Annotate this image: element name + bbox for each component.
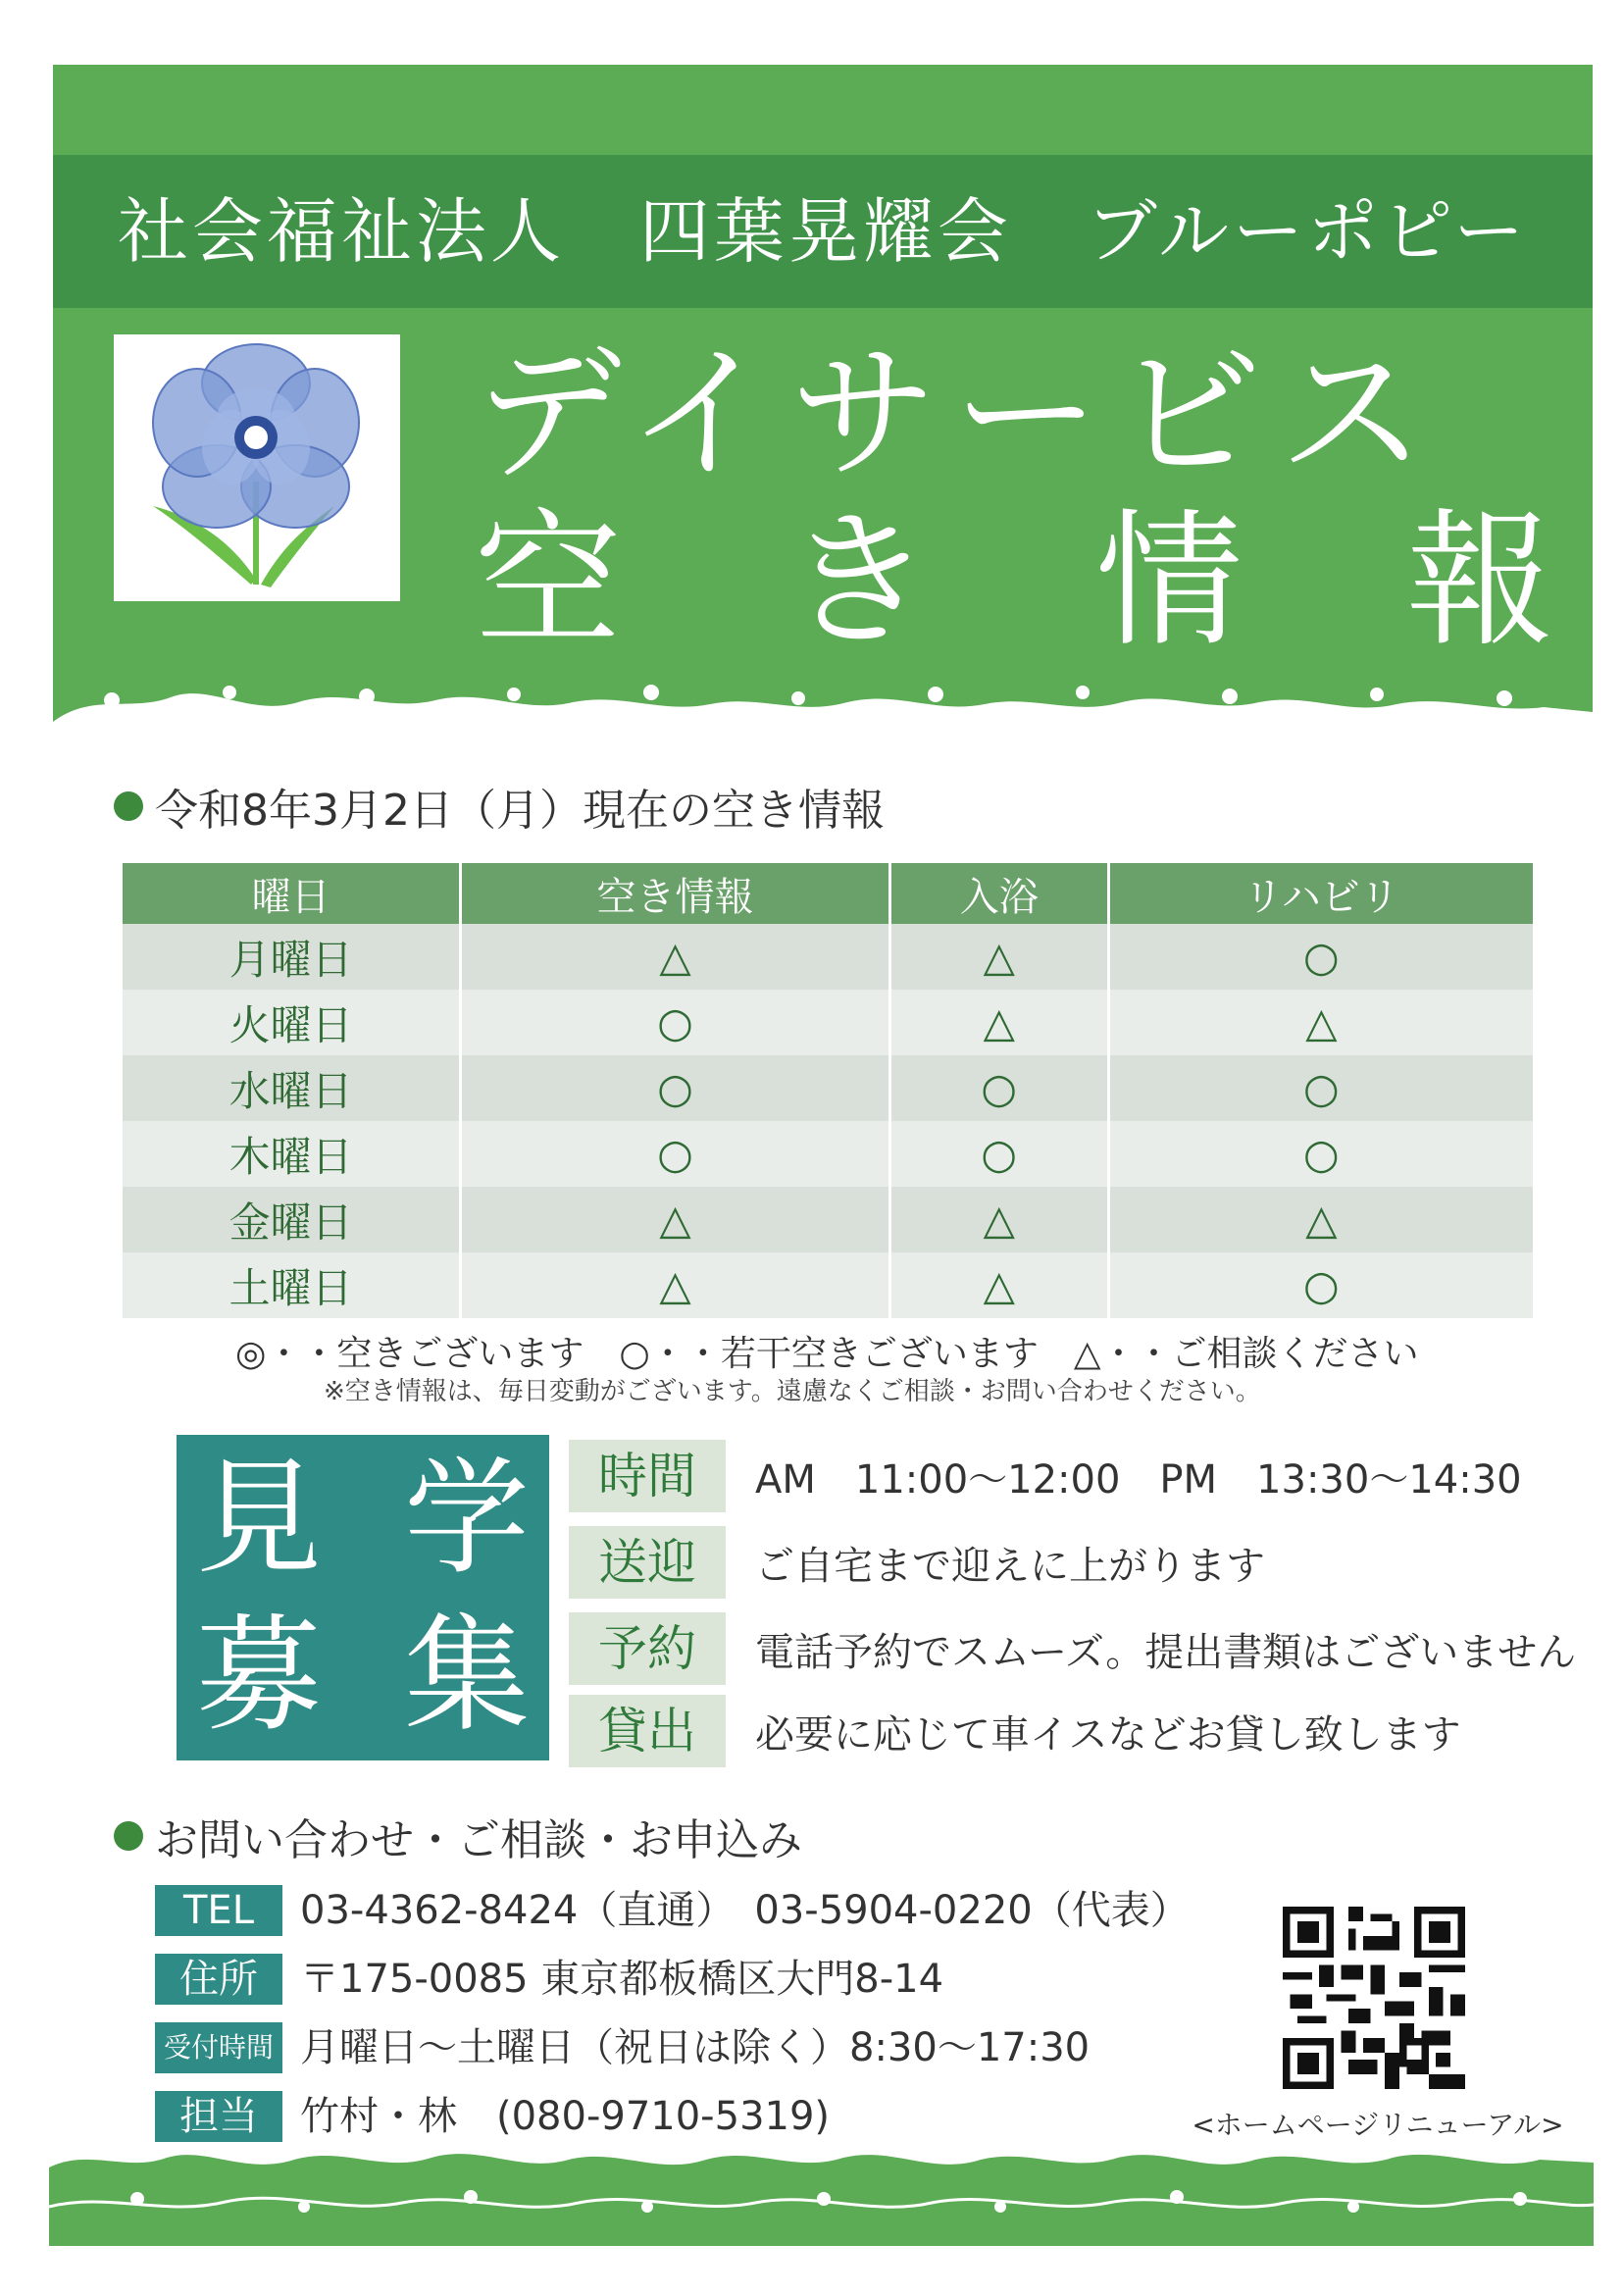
col-header-rehab: リハビリ [1110,863,1533,924]
rehab-cell: ○ [1110,924,1533,990]
table-row [123,990,1533,1055]
bath-cell: △ [891,990,1107,1055]
vacancy-heading [114,775,885,838]
day-cell: 火曜日 [123,990,459,1055]
tour-title-char: 学 [403,1446,530,1592]
day-cell: 金曜日 [123,1187,459,1252]
day-cell: 水曜日 [123,1055,459,1121]
table-row [123,1252,1533,1318]
vacancy-cell: △ [462,1252,888,1318]
legend: ◎・・空きございます ○・・若干空きございます △・・ご相談ください [235,1334,1419,1374]
contact-value-tel[interactable]: 03-4362-8424（直通） 03-5904-0220（代表） [300,1888,1190,1933]
title-char: き [785,496,933,667]
tour-value: 必要に応じて車イスなどお貸し致します [755,1711,1461,1758]
title-char: 空 [475,496,623,667]
poppy-flower-icon [114,334,400,601]
rehab-cell: ○ [1110,1055,1533,1121]
qr-caption: <ホームページリニューアル> [1192,2109,1564,2141]
contact-heading-text: お問い合わせ・ご相談・お申込み [155,1815,802,1865]
bullet-icon [114,791,143,821]
col-header-vacancy: 空き情報 [462,863,888,924]
day-cell: 木曜日 [123,1121,459,1187]
vacancy-cell: ○ [462,990,888,1055]
tour-row-reservation [569,1612,1577,1685]
footer-vine-decoration [49,2138,1594,2246]
day-cell: 月曜日 [123,924,459,990]
tour-label: 時間 [569,1440,726,1512]
tour-label: 予約 [569,1612,726,1685]
vacancy-cell: △ [462,924,888,990]
contact-label-hours: 受付時間 [155,2022,282,2073]
bath-cell: ○ [891,1121,1107,1187]
day-cell: 土曜日 [123,1252,459,1318]
rehab-cell: △ [1110,990,1533,1055]
tour-value: 電話予約でスムーズ。提出書類はございません [755,1629,1577,1675]
vine-decoration [53,653,1593,743]
rehab-cell: △ [1110,1187,1533,1252]
tour-row-time [569,1440,1549,1512]
table-row [123,1121,1533,1187]
rehab-cell: ○ [1110,1121,1533,1187]
tour-label: 送迎 [569,1526,726,1599]
col-header-bath: 入浴 [891,863,1107,924]
org-name: 社会福祉法人 四葉晃耀会 ブルーポピー [117,190,1529,273]
col-header-day: 曜日 [123,863,459,924]
contact-value-hours: 月曜日〜土曜日（祝日は除く）8:30〜17:30 [300,2025,1091,2070]
tour-title-char: 募 [196,1603,323,1749]
tour-title-char: 見 [196,1446,323,1592]
tour-title-row [196,1441,530,1598]
tour-row-transport [569,1526,1549,1599]
rehab-cell: ○ [1110,1252,1533,1318]
vacancy-heading-text: 令和8年3月2日（月）現在の空き情報 [155,786,885,836]
title-char: 情 [1095,496,1243,667]
bath-cell: △ [891,1252,1107,1318]
contact-value-staff: 竹村・林 (080-9710-5319) [300,2094,831,2139]
header-banner [53,65,1593,743]
tour-label: 貸出 [569,1695,726,1767]
tour-value: AM 11:00〜12:00 PM 13:30〜14:30 [755,1456,1522,1503]
vacancy-table [120,863,1536,1318]
qr-code-icon[interactable] [1283,1907,1465,2089]
bath-cell: ○ [891,1055,1107,1121]
tour-recruitment-box [177,1435,549,1760]
tour-value: ご自宅まで迎えに上がります [755,1543,1265,1589]
contact-label-tel: TEL [155,1885,282,1936]
bath-cell: △ [891,924,1107,990]
table-row [123,924,1533,990]
contact-label-address: 住所 [155,1954,282,2005]
note: ※空き情報は、毎日変動がございます。遠慮なくご相談・お問い合わせください。 [324,1377,1261,1406]
tour-row-rental [569,1695,1549,1767]
tour-title-char: 集 [403,1603,530,1749]
table-row [123,1187,1533,1252]
logo [114,334,400,601]
title-vacancy-info [475,496,1553,668]
tour-title-row [196,1598,530,1755]
vacancy-cell: △ [462,1187,888,1252]
bath-cell: △ [891,1187,1107,1252]
table-row [123,1055,1533,1121]
vacancy-cell: ○ [462,1055,888,1121]
contact-label-staff: 担当 [155,2091,282,2142]
bullet-icon [114,1821,143,1851]
contact-value-address: 〒175-0085 東京都板橋区大門8-14 [300,1957,944,2002]
vacancy-cell: ○ [462,1121,888,1187]
title-day-service: デイサービス [475,330,1442,500]
title-char: 報 [1405,496,1553,667]
contact-heading [114,1805,802,1867]
